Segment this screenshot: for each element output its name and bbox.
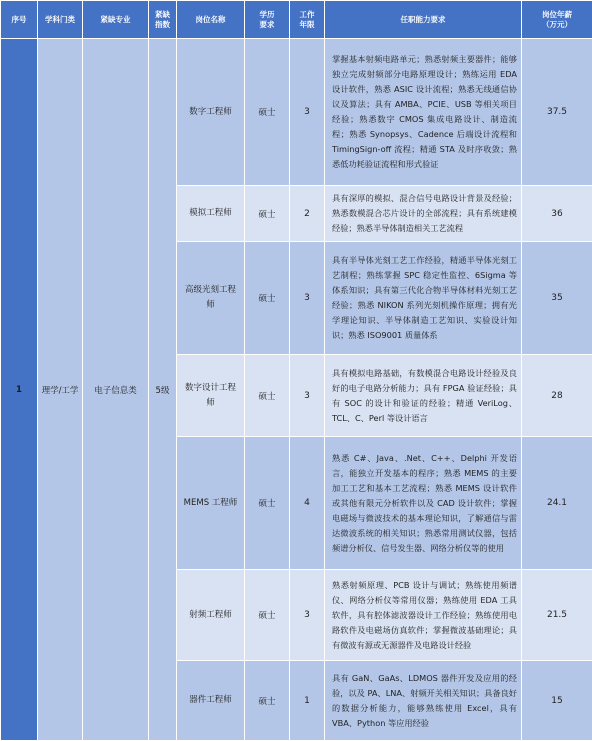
requirement-cell: 具有 GaN、GaAs、LDMOS 器件开发及应用的经验，以及 PA、LNA、射频开关相关知识；具备良好的数据分析能力，能够熟练使用 Excel，具有 VBA、Python 等应用经验: [325, 661, 522, 741]
degree-cell: 硕士: [245, 437, 290, 570]
degree-cell: 硕士: [245, 242, 290, 355]
header-salary: [522, 1, 592, 39]
salary-cell: 21.5: [522, 570, 592, 661]
degree-cell: 硕士: [245, 186, 290, 242]
years-cell: 3: [290, 355, 325, 437]
group-subject-cell: 理学/工学: [38, 39, 83, 741]
requirement-cell: 掌握基本射频电路单元；熟悉射频主要器件；能够独立完成射频部分电路原理设计；熟练运用 EDA 设计软件，熟悉 ASIC 设计流程；熟悉无线通信协议及算法；具有 AMBA、PCIE、USB 等相关项目经验；熟悉数字 CMOS 集成电路设计、制造流程；熟悉 Synopsys、Cadence 后端设计流程和 TimingSign-off 流程；精通 STA 及时序收敛；熟悉低功耗验证流程和形式验证: [325, 39, 522, 186]
header-salary-line2: （万元）: [542, 19, 572, 29]
group-level-cell: 5级: [149, 39, 177, 741]
header-requirement: 任职能力要求: [325, 1, 522, 39]
requirement-cell: 具有半导体光刻工艺工作经验，精通半导体光刻工艺制程；熟练掌握 SPC 稳定性监控、6Sigma 等体系知识；具有第三代化合物半导体材料光刻工艺经验；熟悉 NIKON 系列光刻机操作原理；拥有光学理论知识、半导体制造工艺知识、实验设计知识；熟悉 ISO9001 质量体系: [325, 242, 522, 355]
years-cell: 3: [290, 39, 325, 186]
table-row: [1, 39, 592, 186]
requirement-cell: 熟悉 C#、Java、.Net、C++、Delphi 开发语言，能独立开发基本的程序；熟悉 MEMS 的主要加工工艺和基本工艺流程；熟悉 MEMS 设计软件或其他有限元分析软件以及 CAD 设计软件；掌握电磁场与微波技术的基本理论知识，了解通信与雷达微波系统的相关知识；熟悉常用测试仪器，包括频谱分析仪、信号发生器、网络分析仪等的使用: [325, 437, 522, 570]
degree-cell: 硕士: [245, 39, 290, 186]
requirement-cell: 具有模拟电路基础，有数模混合电路设计经验及良好的电子电路分析能力；具有 FPGA 验证经验；具有 SOC 的设计和验证的经验；精通 VeriLog、TCL、C、Perl 等设计语言: [325, 355, 522, 437]
header-degree-line1: 学历: [259, 9, 275, 19]
years-cell: 3: [290, 570, 325, 661]
position-cell: 数字设计工程师: [177, 355, 245, 437]
salary-cell: 36: [522, 186, 592, 242]
position-cell: 数字工程师: [177, 39, 245, 186]
requirement-cell: 具有深厚的模拟、混合信号电路设计背景及经验；熟悉数模混合芯片设计的全部流程；具有系统建模经验；熟悉半导体制造相关工艺流程: [325, 186, 522, 242]
salary-cell: 35: [522, 242, 592, 355]
header-level: [149, 1, 177, 39]
position-cell: 射频工程师: [177, 570, 245, 661]
degree-cell: 硕士: [245, 570, 290, 661]
degree-cell: 硕士: [245, 355, 290, 437]
header-degree-line2: 要求: [259, 19, 275, 29]
years-cell: 2: [290, 186, 325, 242]
position-cell: MEMS 工程师: [177, 437, 245, 570]
header-row: [1, 1, 592, 39]
header-years: [290, 1, 325, 39]
years-cell: 1: [290, 661, 325, 741]
header-years-line2: 年限: [299, 19, 315, 29]
years-cell: 4: [290, 437, 325, 570]
position-cell: 高级光刻工程师: [177, 242, 245, 355]
header-id: 序号: [1, 1, 38, 39]
salary-cell: 28: [522, 355, 592, 437]
header-position: 岗位名称: [177, 1, 245, 39]
group-id-cell: 1: [1, 39, 38, 741]
position-cell: 模拟工程师: [177, 186, 245, 242]
header-major: 紧缺专业: [83, 1, 149, 39]
header-level-line2: 指数: [155, 19, 170, 29]
requirement-cell: 熟悉射频原理、PCB 设计与调试；熟练使用频谱仪、网络分析仪等常用仪器；熟练使用 EDA 工具软件，具有腔体滤波器设计工作经验；熟练使用电路软件及电磁场仿真软件；掌握微波基础理论；具有微波有源或无源器件及电路设计经验: [325, 570, 522, 661]
header-years-line1: 工作: [299, 9, 315, 19]
degree-cell: 硕士: [245, 661, 290, 741]
position-cell: 器件工程师: [177, 661, 245, 741]
header-degree: [245, 1, 290, 39]
years-cell: 3: [290, 242, 325, 355]
header-subject: 学科门类: [38, 1, 83, 39]
group-major-cell: 电子信息类: [83, 39, 149, 741]
salary-cell: 24.1: [522, 437, 592, 570]
header-salary-line1: 岗位年薪: [542, 9, 572, 19]
header-level-line1: 紧缺: [155, 9, 170, 19]
salary-cell: 15: [522, 661, 592, 741]
salary-cell: 37.5: [522, 39, 592, 186]
